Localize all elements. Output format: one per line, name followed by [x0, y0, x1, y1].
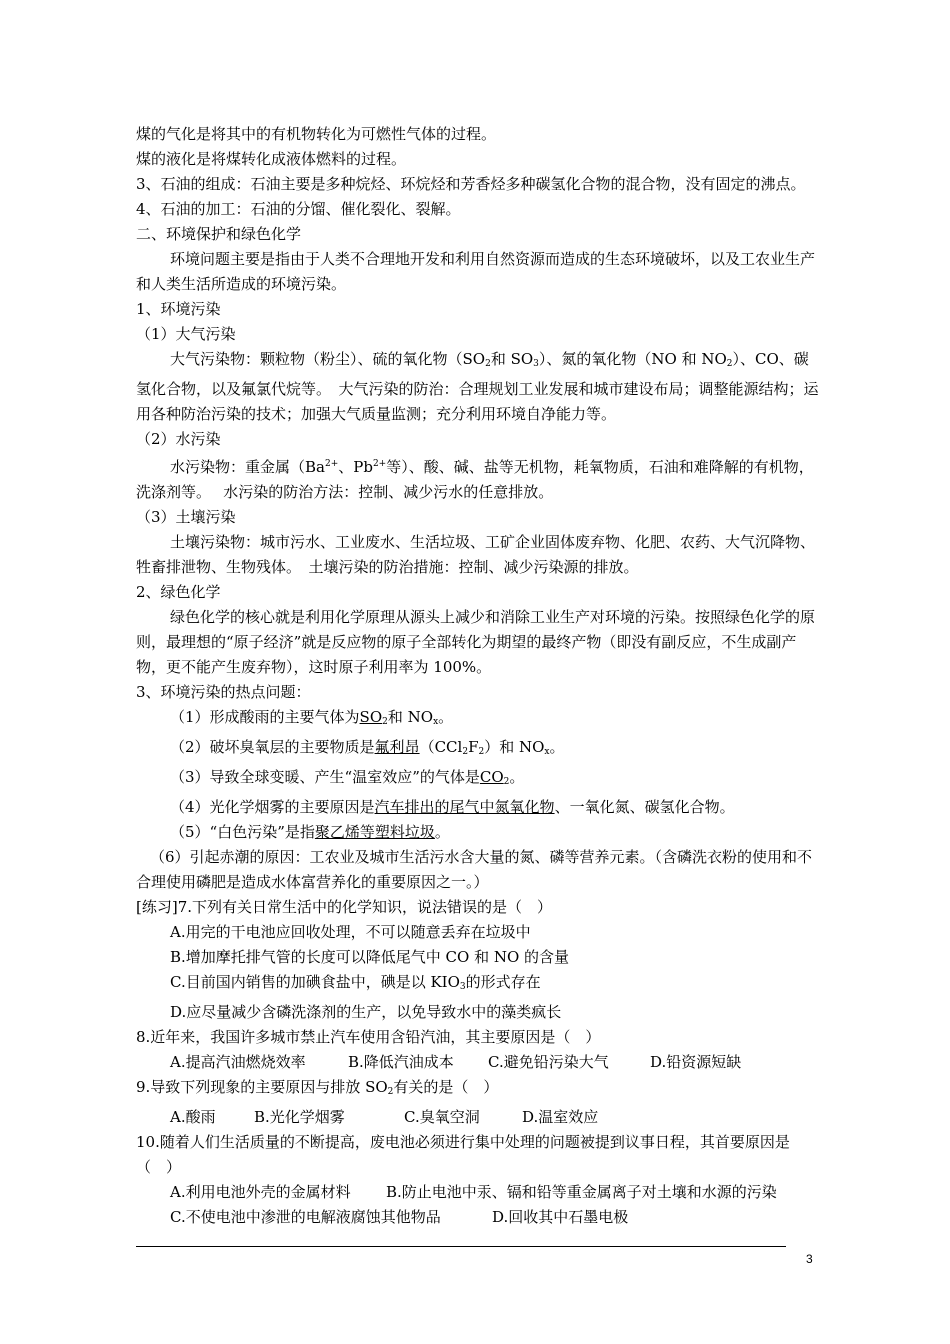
subscript: 3: [533, 359, 539, 369]
answer-option: A.利用电池外壳的金属材料: [170, 1183, 351, 1201]
text: 、Pb: [338, 458, 373, 476]
text: C.目前国内销售的加碘食盐中，碘是以 KIO: [170, 973, 460, 991]
paragraph: 4、石油的加工：石油的分馏、催化裂化、裂解。: [136, 200, 461, 218]
question-stem: 10.随着人们生活质量的不断提高，废电池必须进行集中处理的问题被提到议事日程，其首要原因是（ ）: [136, 1133, 790, 1176]
question-stem: 8.近年来，我国许多城市禁止汽车使用含铅汽油，其主要原因是（ ）: [136, 1028, 601, 1046]
hotspot-item: [136, 765, 822, 795]
answer-option: D.回收其中石墨电极: [492, 1208, 629, 1226]
hotspot-item: [136, 705, 822, 735]
subsection-heading: （3）土壤污染: [136, 508, 236, 526]
section-heading: 2、绿色化学: [136, 583, 221, 601]
text: ）、CO、碳氢化合物，以及氟氯代烷等。 大气污染的防治：合理规划工业发展和城市建设布局；调整能源结构；运用各种防治污染的技术；加强大气质量监测；充分利用环境自净能力等。: [136, 350, 819, 423]
answer-option: C.臭氧空洞: [404, 1108, 480, 1126]
paragraph: 绿色化学的核心就是利用化学原理从源头上减少和消除工业生产对环境的污染。按照绿色化学的原则，最理想的“原子经济”就是反应物的原子全部转化为期望的最终产物（即没有副反应，不生成副产物，更不能产生废弃物），这时原子利用率为 100%。: [136, 608, 816, 676]
paragraph: 环境问题主要是指由于人类不合理地开发和利用自然资源而造成的生态环境破坏，以及工农业生产和人类生活所造成的环境污染。: [136, 250, 816, 293]
text: 等）、酸、碱、盐等无机物，耗氧物质，石油和难降解的有机物，洗涤剂等。 水污染的防治方法：控制、减少污水的任意排放。: [136, 458, 814, 501]
answer-option: B.光化学烟雾: [254, 1108, 345, 1126]
superscript: 2+: [324, 459, 339, 469]
subscript: x: [544, 747, 550, 757]
answer-options-row: [136, 1050, 822, 1075]
subscript: x: [433, 717, 439, 727]
answer-option: D.温室效应: [522, 1108, 599, 1126]
subscript: 2: [485, 359, 491, 369]
answer-option: A.酸雨: [170, 1108, 216, 1126]
hotspot-item: [136, 795, 822, 820]
text: 的形式存在: [465, 973, 541, 991]
answer-option: A.用完的干电池应回收处理，不可以随意丢弃在垃圾中: [170, 923, 531, 941]
section-heading: 1、环境污染: [136, 300, 221, 318]
answer-option: B.防止电池中汞、镉和铅等重金属离子对土壤和水源的污染: [386, 1183, 777, 1201]
subscript: 2: [726, 359, 733, 369]
section-heading: 二、环境保护和绿色化学: [136, 225, 302, 243]
answer-options-row: [136, 1180, 822, 1205]
text: （1）形成酸雨的主要气体为: [170, 708, 360, 726]
text: （5）“白色污染”是指: [170, 823, 315, 841]
text: 水污染物：重金属（Ba: [170, 458, 325, 476]
answer-option: C.避免铅污染大气: [488, 1053, 609, 1071]
text: （4）光化学烟雾的主要原因是: [170, 798, 375, 816]
text: 、一氧化氮、碳氢化合物。: [554, 798, 735, 816]
underlined-answer: 汽车排出的尾气中氮氧化物: [374, 798, 555, 816]
text: 有关的是（ ）: [393, 1078, 499, 1096]
text: 9.导致下列现象的主要原因与排放 SO: [136, 1078, 388, 1096]
text: 。: [509, 768, 525, 786]
paragraph: 土壤污染物：城市污水、工业废水、生活垃圾、工矿企业固体废弃物、化肥、农药、大气沉降物、牲畜排泄物、生物残体。 土壤污染的防治措施：控制、减少污染源的排放。: [136, 533, 816, 576]
answer-option: C.不使电池中渗泄的电解液腐蚀其他物品: [170, 1208, 441, 1226]
answer-option: [136, 970, 822, 1000]
hotspot-item: [136, 820, 822, 845]
subsection-heading: （2）水污染: [136, 430, 221, 448]
text: ）和 NO: [484, 738, 545, 756]
answer-option: B.增加摩托排气管的长度可以降低尾气中 CO 和 NO 的含量: [170, 948, 570, 966]
footer-divider: [136, 1246, 786, 1247]
subscript: 2: [462, 747, 469, 757]
subscript: 2: [478, 747, 485, 757]
answer-option: B.降低汽油成本: [348, 1053, 454, 1071]
answer-options-row: [136, 1105, 822, 1130]
underlined-answer: 聚乙烯等塑料垃圾: [314, 823, 435, 841]
text: （CCl: [419, 738, 463, 756]
paragraph: 煤的液化是将煤转化成液体燃料的过程。: [136, 150, 407, 168]
text: 和 NO: [387, 708, 434, 726]
text: （3）导致全球变暖、产生“温室效应”的气体是: [170, 768, 480, 786]
text: 。: [549, 738, 565, 756]
paragraph: [136, 452, 822, 505]
subscript: 3: [459, 982, 466, 992]
subscript: 2: [387, 1087, 394, 1097]
page-content: [136, 122, 822, 1230]
text: 。: [434, 823, 450, 841]
paragraph: [136, 347, 822, 427]
answer-option: A.提高汽油燃烧效率: [170, 1053, 306, 1071]
hotspot-item: （6）引起赤潮的原因：工农业及城市生活污水含大量的氮、磷等营养元素。（含磷洗衣粉的使用和不合理使用磷肥是造成水体富营养化的重要原因之一。）: [136, 848, 813, 891]
paragraph: 3、石油的组成：石油主要是多种烷烃、环烷烃和芳香烃多种碳氢化合物的混合物，没有固定的沸点。: [136, 175, 806, 193]
subsection-heading: （1）大气污染: [136, 325, 236, 343]
text: 。: [438, 708, 454, 726]
text: 大气污染物：颗粒物（粉尘）、硫的氧化物（SO: [170, 350, 486, 368]
answer-option: D.应尽量减少含磷洗涤剂的生产，以免导致水中的藻类疯长: [170, 1003, 562, 1021]
text: F: [468, 738, 479, 756]
paragraph: 煤的气化是将其中的有机物转化为可燃性气体的过程。: [136, 125, 497, 143]
text: （2）破坏臭氧层的主要物质是: [170, 738, 375, 756]
underlined-answer: $CO_2$: [479, 768, 510, 787]
superscript: 2+: [372, 459, 387, 469]
section-heading: 3、环境污染的热点问题：: [136, 683, 311, 701]
answer-option: D.铅资源短缺: [650, 1053, 742, 1071]
underlined-answer: $SO_2$: [359, 708, 388, 727]
question-stem: [练习]7.下列有关日常生活中的化学知识，说法错误的是（ ）: [136, 898, 553, 916]
hotspot-item: [136, 735, 822, 765]
underlined-answer: 氟利昂: [374, 738, 420, 756]
question-stem: [136, 1075, 822, 1105]
text: 和 SO: [490, 350, 534, 368]
text: ）、氮的氧化物（NO 和 NO: [538, 350, 727, 368]
page-number: 3: [806, 1252, 813, 1266]
answer-options-row: [136, 1205, 822, 1230]
